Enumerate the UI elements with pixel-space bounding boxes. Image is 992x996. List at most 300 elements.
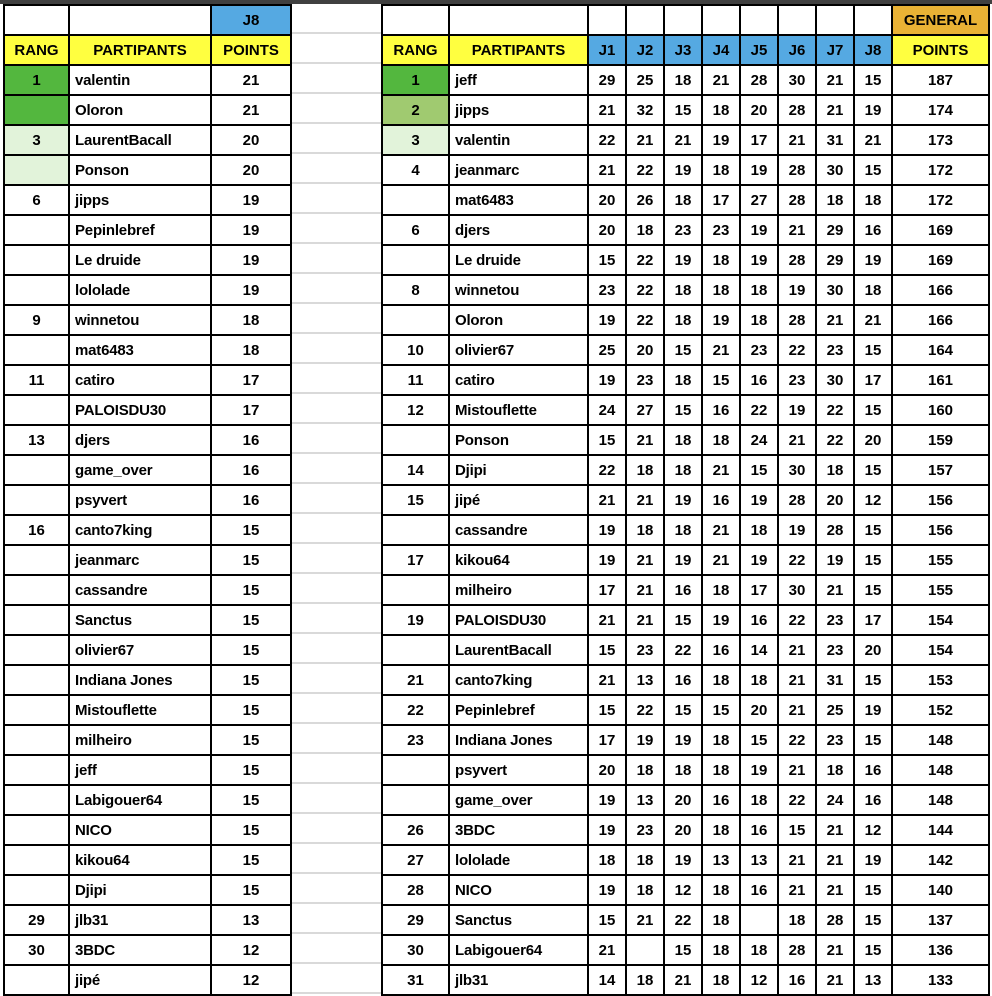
points-cell[interactable]: 17 (211, 395, 291, 425)
column-header-j3[interactable]: J3 (664, 35, 702, 65)
score-cell-j8[interactable]: 19 (854, 845, 892, 875)
rank-cell[interactable] (382, 575, 449, 605)
score-cell-j4[interactable]: 15 (702, 365, 740, 395)
score-cell-j8[interactable]: 16 (854, 755, 892, 785)
score-cell-j7[interactable]: 30 (816, 155, 854, 185)
rank-cell[interactable] (382, 185, 449, 215)
score-cell-j1[interactable]: 20 (588, 215, 626, 245)
score-cell-j8[interactable]: 15 (854, 335, 892, 365)
score-cell-j1[interactable]: 15 (588, 425, 626, 455)
score-cell-j6[interactable]: 22 (778, 785, 816, 815)
score-cell-j1[interactable]: 19 (588, 365, 626, 395)
rank-cell[interactable] (4, 725, 69, 755)
rank-cell[interactable] (4, 605, 69, 635)
score-cell-j3[interactable]: 19 (664, 155, 702, 185)
participant-cell[interactable]: mat6483 (449, 185, 588, 215)
score-cell-j7[interactable]: 23 (816, 635, 854, 665)
score-cell-j4[interactable]: 16 (702, 485, 740, 515)
score-cell-j7[interactable]: 25 (816, 695, 854, 725)
score-cell-j8[interactable]: 19 (854, 245, 892, 275)
score-cell-j5[interactable]: 23 (740, 335, 778, 365)
total-points-cell[interactable]: 155 (892, 575, 989, 605)
score-cell-j7[interactable]: 21 (816, 965, 854, 995)
total-points-cell[interactable]: 152 (892, 695, 989, 725)
points-cell[interactable]: 15 (211, 575, 291, 605)
score-cell-j1[interactable]: 22 (588, 125, 626, 155)
points-cell[interactable]: 15 (211, 605, 291, 635)
score-cell-j2[interactable]: 21 (626, 605, 664, 635)
rank-cell[interactable]: 11 (4, 365, 69, 395)
column-header-rang[interactable]: RANG (382, 35, 449, 65)
score-cell-j1[interactable]: 15 (588, 245, 626, 275)
score-cell-j1[interactable]: 20 (588, 755, 626, 785)
rank-cell[interactable]: 9 (4, 305, 69, 335)
participant-cell[interactable]: cassandre (69, 575, 211, 605)
column-header-partipants[interactable]: PARTIPANTS (449, 35, 588, 65)
score-cell-j4[interactable]: 18 (702, 425, 740, 455)
participant-cell[interactable]: jipps (69, 185, 211, 215)
score-cell-j5[interactable]: 15 (740, 455, 778, 485)
score-cell-j4[interactable]: 18 (702, 275, 740, 305)
column-header-j8[interactable]: J8 (854, 35, 892, 65)
score-cell-j6[interactable]: 19 (778, 395, 816, 425)
score-cell-j8[interactable]: 21 (854, 305, 892, 335)
score-cell-j5[interactable]: 15 (740, 725, 778, 755)
points-cell[interactable]: 21 (211, 65, 291, 95)
score-cell-j4[interactable]: 18 (702, 935, 740, 965)
score-cell-j6[interactable]: 28 (778, 485, 816, 515)
score-cell-j6[interactable]: 30 (778, 455, 816, 485)
participant-cell[interactable]: jlb31 (449, 965, 588, 995)
participant-cell[interactable]: catiro (69, 365, 211, 395)
total-points-cell[interactable]: 137 (892, 905, 989, 935)
score-cell-j7[interactable]: 30 (816, 275, 854, 305)
score-cell-j5[interactable]: 16 (740, 815, 778, 845)
score-cell-j3[interactable]: 19 (664, 725, 702, 755)
score-cell-j4[interactable]: 18 (702, 815, 740, 845)
rank-cell[interactable] (4, 875, 69, 905)
participant-cell[interactable]: psyvert (69, 485, 211, 515)
participant-cell[interactable]: canto7king (449, 665, 588, 695)
score-cell-j4[interactable]: 18 (702, 245, 740, 275)
score-cell-j7[interactable]: 21 (816, 935, 854, 965)
score-cell-j2[interactable]: 21 (626, 125, 664, 155)
score-cell-j2[interactable]: 22 (626, 275, 664, 305)
rank-cell[interactable]: 14 (382, 455, 449, 485)
rank-cell[interactable]: 30 (4, 935, 69, 965)
score-cell-j2[interactable]: 22 (626, 245, 664, 275)
score-cell-j5[interactable]: 16 (740, 875, 778, 905)
participant-cell[interactable]: Ponson (449, 425, 588, 455)
participant-cell[interactable]: jeff (449, 65, 588, 95)
rank-cell[interactable] (382, 635, 449, 665)
score-cell-j3[interactable]: 20 (664, 815, 702, 845)
rank-cell[interactable] (4, 155, 69, 185)
gap-column[interactable] (292, 4, 381, 994)
score-cell-j4[interactable]: 23 (702, 215, 740, 245)
score-cell-j2[interactable]: 21 (626, 545, 664, 575)
rank-cell[interactable] (382, 245, 449, 275)
rank-cell[interactable] (4, 395, 69, 425)
score-cell-j8[interactable]: 19 (854, 695, 892, 725)
participant-cell[interactable]: Mistouflette (69, 695, 211, 725)
score-cell-j1[interactable]: 19 (588, 305, 626, 335)
score-cell-j1[interactable]: 19 (588, 785, 626, 815)
score-cell-j8[interactable]: 15 (854, 545, 892, 575)
total-points-cell[interactable]: 172 (892, 185, 989, 215)
score-cell-j7[interactable]: 23 (816, 605, 854, 635)
score-cell-j3[interactable]: 15 (664, 695, 702, 725)
score-cell-j2[interactable] (626, 935, 664, 965)
rank-cell[interactable]: 30 (382, 935, 449, 965)
rank-cell[interactable]: 16 (4, 515, 69, 545)
score-cell-j2[interactable]: 18 (626, 215, 664, 245)
participant-cell[interactable]: milheiro (69, 725, 211, 755)
participant-cell[interactable]: Pepinlebref (69, 215, 211, 245)
score-cell-j6[interactable]: 22 (778, 335, 816, 365)
score-cell-j1[interactable]: 17 (588, 575, 626, 605)
rank-cell[interactable] (4, 275, 69, 305)
total-points-cell[interactable]: 172 (892, 155, 989, 185)
rank-cell[interactable] (382, 755, 449, 785)
score-cell-j1[interactable]: 18 (588, 845, 626, 875)
score-cell-j8[interactable]: 15 (854, 395, 892, 425)
participant-cell[interactable]: 3BDC (69, 935, 211, 965)
score-cell-j8[interactable]: 15 (854, 725, 892, 755)
score-cell-j2[interactable]: 23 (626, 365, 664, 395)
score-cell-j1[interactable]: 21 (588, 95, 626, 125)
rank-cell[interactable]: 28 (382, 875, 449, 905)
participant-cell[interactable]: Labigouer64 (69, 785, 211, 815)
participant-cell[interactable]: jlb31 (69, 905, 211, 935)
participant-cell[interactable]: Le druide (69, 245, 211, 275)
score-cell-j5[interactable]: 28 (740, 65, 778, 95)
total-points-cell[interactable]: 155 (892, 545, 989, 575)
score-cell-j4[interactable]: 18 (702, 965, 740, 995)
column-header-j2[interactable]: J2 (626, 35, 664, 65)
participant-cell[interactable]: Sanctus (449, 905, 588, 935)
rank-cell[interactable] (382, 425, 449, 455)
score-cell-j4[interactable]: 18 (702, 665, 740, 695)
participant-cell[interactable]: winnetou (69, 305, 211, 335)
score-cell-j2[interactable]: 27 (626, 395, 664, 425)
rank-cell[interactable] (4, 665, 69, 695)
score-cell-j7[interactable]: 22 (816, 425, 854, 455)
score-cell-j8[interactable]: 21 (854, 125, 892, 155)
rank-cell[interactable] (4, 245, 69, 275)
rank-cell[interactable] (4, 215, 69, 245)
participant-cell[interactable]: djers (69, 425, 211, 455)
total-points-cell[interactable]: 166 (892, 275, 989, 305)
rank-cell[interactable]: 31 (382, 965, 449, 995)
score-cell-j3[interactable]: 19 (664, 485, 702, 515)
rank-cell[interactable] (4, 845, 69, 875)
score-cell-j2[interactable]: 18 (626, 845, 664, 875)
total-points-cell[interactable]: 169 (892, 245, 989, 275)
score-cell-j7[interactable]: 21 (816, 575, 854, 605)
score-cell-j2[interactable]: 18 (626, 515, 664, 545)
score-cell-j7[interactable]: 29 (816, 215, 854, 245)
score-cell-j3[interactable]: 15 (664, 605, 702, 635)
score-cell-j6[interactable]: 21 (778, 635, 816, 665)
rank-cell[interactable]: 8 (382, 275, 449, 305)
score-cell-j8[interactable]: 20 (854, 425, 892, 455)
score-cell-j6[interactable]: 21 (778, 875, 816, 905)
score-cell-j3[interactable]: 18 (664, 755, 702, 785)
rank-cell[interactable]: 19 (382, 605, 449, 635)
empty-cell[interactable] (449, 5, 588, 35)
score-cell-j5[interactable]: 20 (740, 695, 778, 725)
column-header-j5[interactable]: J5 (740, 35, 778, 65)
rank-cell[interactable]: 23 (382, 725, 449, 755)
score-cell-j4[interactable]: 13 (702, 845, 740, 875)
participant-cell[interactable]: Djipi (449, 455, 588, 485)
total-points-cell[interactable]: 153 (892, 665, 989, 695)
score-cell-j4[interactable]: 19 (702, 125, 740, 155)
participant-cell[interactable]: valentin (69, 65, 211, 95)
score-cell-j3[interactable]: 18 (664, 425, 702, 455)
score-cell-j3[interactable]: 22 (664, 635, 702, 665)
score-cell-j4[interactable]: 19 (702, 605, 740, 635)
rank-cell[interactable] (4, 485, 69, 515)
participant-cell[interactable]: milheiro (449, 575, 588, 605)
points-cell[interactable]: 20 (211, 155, 291, 185)
participant-cell[interactable]: LaurentBacall (69, 125, 211, 155)
score-cell-j2[interactable]: 22 (626, 305, 664, 335)
score-cell-j3[interactable]: 19 (664, 545, 702, 575)
empty-cell[interactable] (4, 5, 69, 35)
score-cell-j3[interactable]: 18 (664, 185, 702, 215)
participant-cell[interactable]: game_over (449, 785, 588, 815)
score-cell-j2[interactable]: 18 (626, 965, 664, 995)
score-cell-j2[interactable]: 13 (626, 785, 664, 815)
score-cell-j5[interactable]: 22 (740, 395, 778, 425)
score-cell-j7[interactable]: 21 (816, 95, 854, 125)
score-cell-j6[interactable]: 28 (778, 95, 816, 125)
rank-cell[interactable]: 1 (382, 65, 449, 95)
score-cell-j4[interactable]: 21 (702, 65, 740, 95)
score-cell-j2[interactable]: 21 (626, 425, 664, 455)
score-cell-j1[interactable]: 21 (588, 935, 626, 965)
general-header-cell[interactable]: GENERAL (892, 5, 989, 35)
points-cell[interactable]: 15 (211, 515, 291, 545)
participant-cell[interactable]: olivier67 (69, 635, 211, 665)
participant-cell[interactable]: Sanctus (69, 605, 211, 635)
participant-cell[interactable]: NICO (449, 875, 588, 905)
score-cell-j6[interactable]: 19 (778, 275, 816, 305)
rank-cell[interactable] (4, 545, 69, 575)
score-cell-j1[interactable]: 19 (588, 875, 626, 905)
score-cell-j1[interactable]: 15 (588, 905, 626, 935)
participant-cell[interactable]: Pepinlebref (449, 695, 588, 725)
points-cell[interactable]: 15 (211, 815, 291, 845)
score-cell-j2[interactable]: 26 (626, 185, 664, 215)
rank-cell[interactable]: 29 (4, 905, 69, 935)
total-points-cell[interactable]: 136 (892, 935, 989, 965)
score-cell-j3[interactable]: 16 (664, 575, 702, 605)
participant-cell[interactable]: djers (449, 215, 588, 245)
rank-cell[interactable]: 22 (382, 695, 449, 725)
score-cell-j7[interactable]: 18 (816, 755, 854, 785)
score-cell-j7[interactable]: 22 (816, 395, 854, 425)
score-cell-j3[interactable]: 20 (664, 785, 702, 815)
participant-cell[interactable]: canto7king (69, 515, 211, 545)
participant-cell[interactable]: jipé (449, 485, 588, 515)
points-cell[interactable]: 12 (211, 935, 291, 965)
participant-cell[interactable]: Indiana Jones (69, 665, 211, 695)
score-cell-j8[interactable]: 15 (854, 905, 892, 935)
score-cell-j3[interactable]: 15 (664, 935, 702, 965)
score-cell-j2[interactable]: 18 (626, 875, 664, 905)
rank-cell[interactable] (4, 575, 69, 605)
points-cell[interactable]: 15 (211, 695, 291, 725)
score-cell-j4[interactable]: 17 (702, 185, 740, 215)
rank-cell[interactable]: 4 (382, 155, 449, 185)
score-cell-j8[interactable]: 15 (854, 665, 892, 695)
score-cell-j3[interactable]: 19 (664, 245, 702, 275)
score-cell-j8[interactable]: 19 (854, 95, 892, 125)
score-cell-j6[interactable]: 22 (778, 605, 816, 635)
score-cell-j8[interactable]: 15 (854, 65, 892, 95)
score-cell-j7[interactable]: 19 (816, 545, 854, 575)
rank-cell[interactable]: 1 (4, 65, 69, 95)
participant-cell[interactable]: catiro (449, 365, 588, 395)
score-cell-j5[interactable] (740, 905, 778, 935)
score-cell-j8[interactable]: 17 (854, 365, 892, 395)
empty-cell[interactable] (816, 5, 854, 35)
score-cell-j6[interactable]: 28 (778, 245, 816, 275)
score-cell-j4[interactable]: 19 (702, 305, 740, 335)
score-cell-j5[interactable]: 19 (740, 545, 778, 575)
score-cell-j6[interactable]: 30 (778, 65, 816, 95)
score-cell-j4[interactable]: 18 (702, 875, 740, 905)
score-cell-j5[interactable]: 19 (740, 155, 778, 185)
score-cell-j5[interactable]: 27 (740, 185, 778, 215)
rank-cell[interactable]: 21 (382, 665, 449, 695)
score-cell-j8[interactable]: 20 (854, 635, 892, 665)
rank-cell[interactable] (4, 455, 69, 485)
column-header-j4[interactable]: J4 (702, 35, 740, 65)
points-cell[interactable]: 13 (211, 905, 291, 935)
score-cell-j7[interactable]: 21 (816, 875, 854, 905)
column-header-points[interactable]: POINTS (892, 35, 989, 65)
score-cell-j3[interactable]: 18 (664, 275, 702, 305)
score-cell-j7[interactable]: 24 (816, 785, 854, 815)
participant-cell[interactable]: kikou64 (69, 845, 211, 875)
score-cell-j1[interactable]: 23 (588, 275, 626, 305)
score-cell-j4[interactable]: 21 (702, 515, 740, 545)
score-cell-j5[interactable]: 12 (740, 965, 778, 995)
score-cell-j7[interactable]: 20 (816, 485, 854, 515)
participant-cell[interactable]: jeanmarc (69, 545, 211, 575)
rank-cell[interactable] (4, 635, 69, 665)
participant-cell[interactable]: Djipi (69, 875, 211, 905)
score-cell-j1[interactable]: 20 (588, 185, 626, 215)
score-cell-j8[interactable]: 17 (854, 605, 892, 635)
points-cell[interactable]: 17 (211, 365, 291, 395)
score-cell-j3[interactable]: 21 (664, 965, 702, 995)
score-cell-j5[interactable]: 18 (740, 785, 778, 815)
score-cell-j1[interactable]: 21 (588, 665, 626, 695)
score-cell-j5[interactable]: 19 (740, 245, 778, 275)
empty-cell[interactable] (588, 5, 626, 35)
empty-cell[interactable] (664, 5, 702, 35)
score-cell-j6[interactable]: 28 (778, 935, 816, 965)
score-cell-j4[interactable]: 18 (702, 155, 740, 185)
total-points-cell[interactable]: 148 (892, 785, 989, 815)
rank-cell[interactable] (382, 785, 449, 815)
participant-cell[interactable]: PALOISDU30 (449, 605, 588, 635)
score-cell-j6[interactable]: 21 (778, 215, 816, 245)
participant-cell[interactable]: olivier67 (449, 335, 588, 365)
participant-cell[interactable]: mat6483 (69, 335, 211, 365)
score-cell-j5[interactable]: 17 (740, 125, 778, 155)
score-cell-j6[interactable]: 30 (778, 575, 816, 605)
score-cell-j2[interactable]: 25 (626, 65, 664, 95)
score-cell-j2[interactable]: 21 (626, 905, 664, 935)
score-cell-j8[interactable]: 15 (854, 455, 892, 485)
score-cell-j6[interactable]: 28 (778, 305, 816, 335)
score-cell-j7[interactable]: 23 (816, 725, 854, 755)
points-cell[interactable]: 15 (211, 845, 291, 875)
score-cell-j7[interactable]: 31 (816, 665, 854, 695)
total-points-cell[interactable]: 140 (892, 875, 989, 905)
score-cell-j6[interactable]: 16 (778, 965, 816, 995)
rank-cell[interactable]: 13 (4, 425, 69, 455)
total-points-cell[interactable]: 133 (892, 965, 989, 995)
score-cell-j1[interactable]: 24 (588, 395, 626, 425)
score-cell-j5[interactable]: 13 (740, 845, 778, 875)
score-cell-j5[interactable]: 16 (740, 605, 778, 635)
points-cell[interactable]: 15 (211, 755, 291, 785)
score-cell-j3[interactable]: 18 (664, 455, 702, 485)
rank-cell[interactable]: 6 (382, 215, 449, 245)
points-cell[interactable]: 15 (211, 635, 291, 665)
score-cell-j3[interactable]: 15 (664, 395, 702, 425)
participant-cell[interactable]: lololade (449, 845, 588, 875)
score-cell-j6[interactable]: 21 (778, 125, 816, 155)
points-cell[interactable]: 15 (211, 725, 291, 755)
score-cell-j6[interactable]: 21 (778, 695, 816, 725)
total-points-cell[interactable]: 161 (892, 365, 989, 395)
empty-cell[interactable] (740, 5, 778, 35)
score-cell-j1[interactable]: 22 (588, 455, 626, 485)
empty-cell[interactable] (778, 5, 816, 35)
participant-cell[interactable]: Oloron (69, 95, 211, 125)
score-cell-j2[interactable]: 22 (626, 155, 664, 185)
score-cell-j8[interactable]: 15 (854, 875, 892, 905)
score-cell-j5[interactable]: 20 (740, 95, 778, 125)
total-points-cell[interactable]: 174 (892, 95, 989, 125)
rank-cell[interactable] (4, 95, 69, 125)
score-cell-j5[interactable]: 24 (740, 425, 778, 455)
score-cell-j2[interactable]: 18 (626, 455, 664, 485)
rank-cell[interactable]: 3 (4, 125, 69, 155)
total-points-cell[interactable]: 164 (892, 335, 989, 365)
score-cell-j3[interactable]: 22 (664, 905, 702, 935)
score-cell-j7[interactable]: 23 (816, 335, 854, 365)
score-cell-j3[interactable]: 16 (664, 665, 702, 695)
score-cell-j7[interactable]: 21 (816, 305, 854, 335)
score-cell-j4[interactable]: 16 (702, 395, 740, 425)
column-header-j7[interactable]: J7 (816, 35, 854, 65)
score-cell-j6[interactable]: 22 (778, 725, 816, 755)
score-cell-j2[interactable]: 13 (626, 665, 664, 695)
column-header-j6[interactable]: J6 (778, 35, 816, 65)
score-cell-j1[interactable]: 21 (588, 155, 626, 185)
points-cell[interactable]: 18 (211, 335, 291, 365)
participant-cell[interactable]: jipps (449, 95, 588, 125)
